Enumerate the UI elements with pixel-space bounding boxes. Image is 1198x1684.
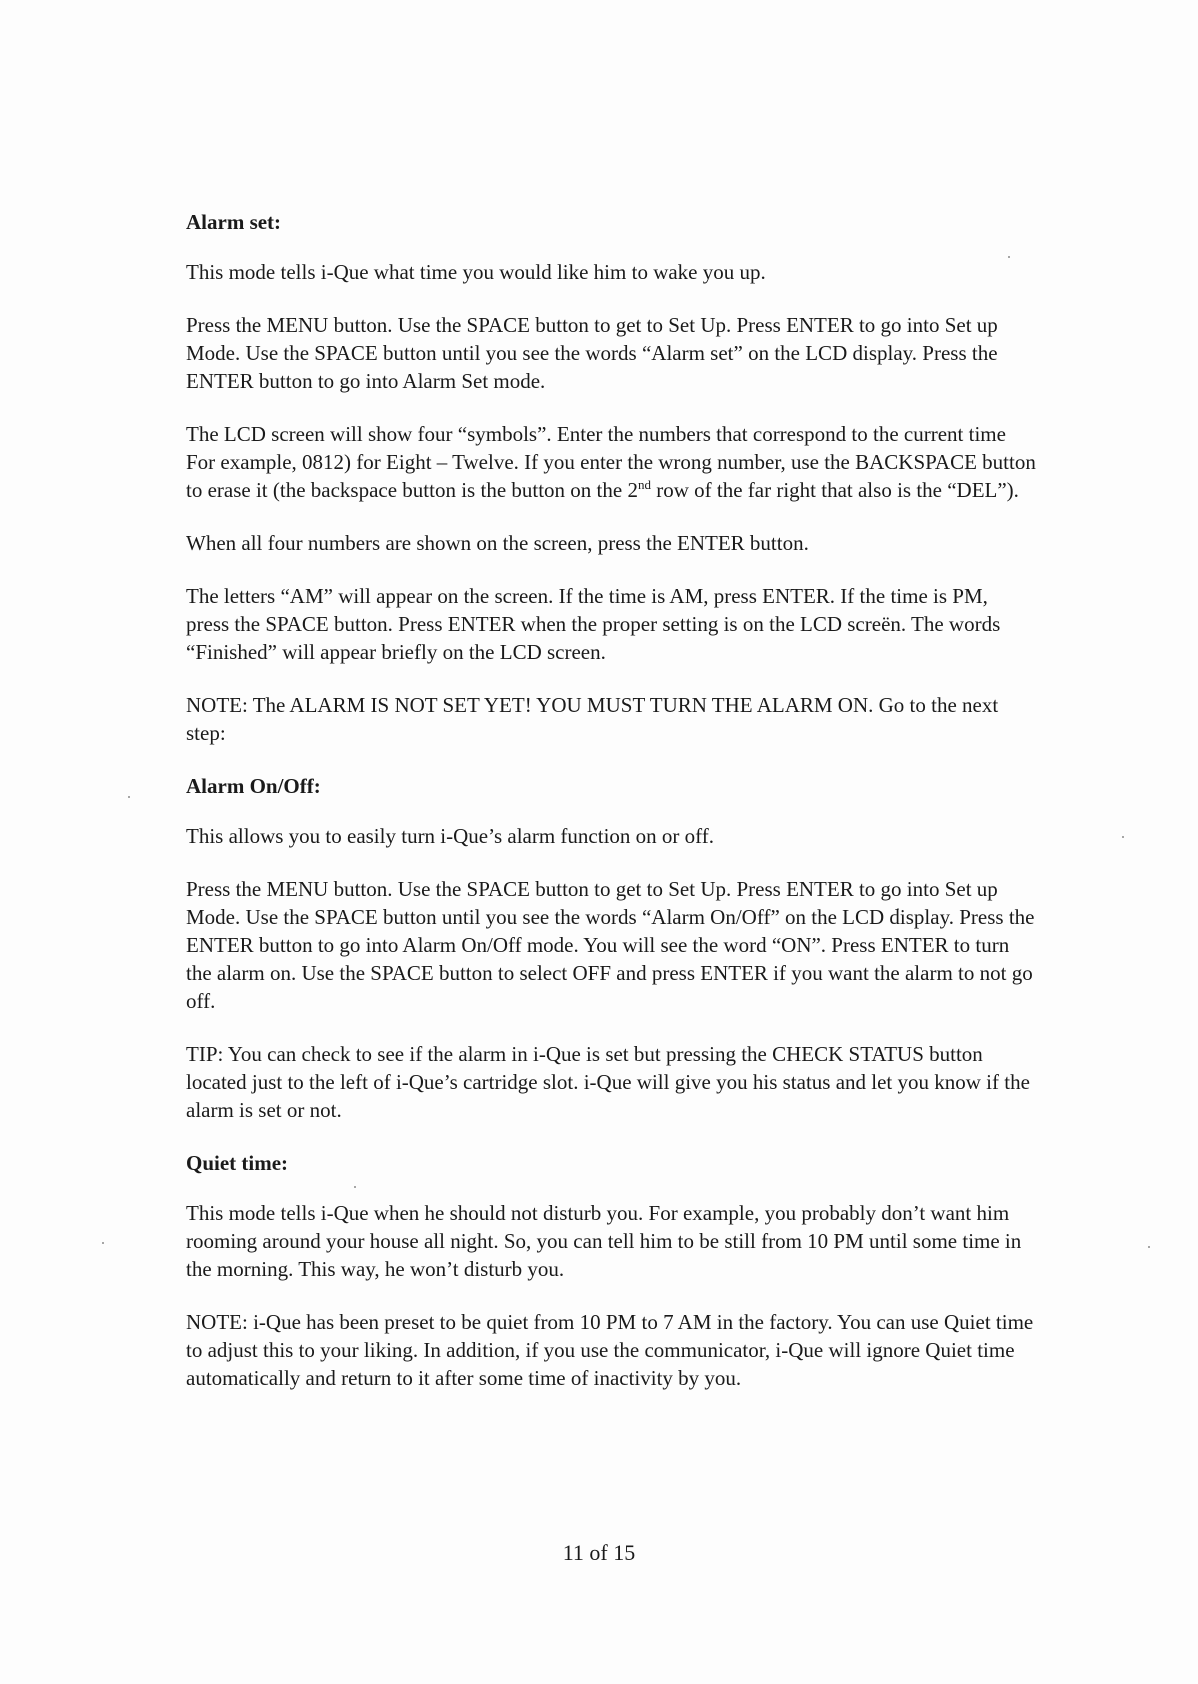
paragraph: Press the MENU button. Use the SPACE button to get to Set Up. Press ENTER to go into Set up Mode. Use the SPACE button until you see the words “Alarm On/Off” on the LCD display. Press the ENTER button to go into Alarm On/Off mode. You will see the word “ON”. Press ENTER to turn the alarm on. Use the SPACE button to select OFF and press ENTER if you want the alarm to not go off. (186, 877, 1035, 1013)
document-body (186, 208, 1036, 1417)
page-number: 11 of 15 (562, 1540, 636, 1565)
paragraph: NOTE: The ALARM IS NOT SET YET! YOU MUST TURN THE ALARM ON. Go to the next step: (186, 693, 999, 745)
paragraph: The letters “AM” will appear on the screen. If the time is AM, press ENTER. If the time is PM, press the SPACE button. Press ENTER when the proper setting is on the LCD screën. The words “Finished” will appear briefly on the LCD screen. (186, 584, 1001, 664)
paragraph: NOTE: i-Que has been preset to be quiet from 10 PM to 7 AM in the factory. You can use Quiet time to adjust this to your liking. In addition, if you use the communicator, i-Que will ignore Quiet time automatically and return to it after some time of inactivity by you. (186, 1310, 1034, 1390)
paragraph (186, 420, 1036, 504)
paragraph: TIP: You can check to see if the alarm in i-Que is set but pressing the CHECK STATUS button located just to the left of i-Que’s cartridge slot. i-Que will give you his status and let you know if the alarm is set or not. (186, 1042, 1030, 1122)
scan-speck (1122, 836, 1124, 838)
paragraph: This mode tells i-Que when he should not disturb you. For example, you probably don’t want him rooming around your house all night. So, you can tell him to be still from 10 PM until some time in the morning. This way, he won’t disturb you. (186, 1201, 1022, 1281)
paragraph-text: The LCD screen will show four “symbols”. Enter the numbers that correspond to the current time For example, 0812) for Eight – Twelve. If you enter the wrong number, use the BACKSPACE button to erase it (the backspace button is the button on the 2 (186, 422, 1036, 502)
paragraph: This allows you to easily turn i-Que’s alarm function on or off. (186, 824, 715, 848)
paragraph: Press the MENU button. Use the SPACE button to get to Set Up. Press ENTER to go into Set up Mode. Use the SPACE button until you see the words “Alarm set” on the LCD display. Press the ENTER button to go into Alarm Set mode. (186, 313, 998, 393)
paragraph: When all four numbers are shown on the screen, press the ENTER button. (186, 531, 809, 555)
scan-speck (128, 796, 130, 798)
section-heading: Alarm set: (186, 210, 282, 234)
section-alarm-on-off (186, 772, 1036, 1124)
section-heading: Alarm On/Off: (186, 774, 321, 798)
paragraph: This mode tells i-Que what time you would like him to wake you up. (186, 260, 766, 284)
section-quiet-time (186, 1149, 1036, 1392)
section-heading: Quiet time: (186, 1151, 289, 1175)
scan-speck (102, 1242, 104, 1244)
ordinal-superscript: nd (637, 477, 651, 492)
paragraph-text: row of the far right that also is the “DEL”). (650, 478, 1019, 502)
scan-speck (1148, 1246, 1150, 1248)
section-alarm-set (186, 208, 1036, 747)
